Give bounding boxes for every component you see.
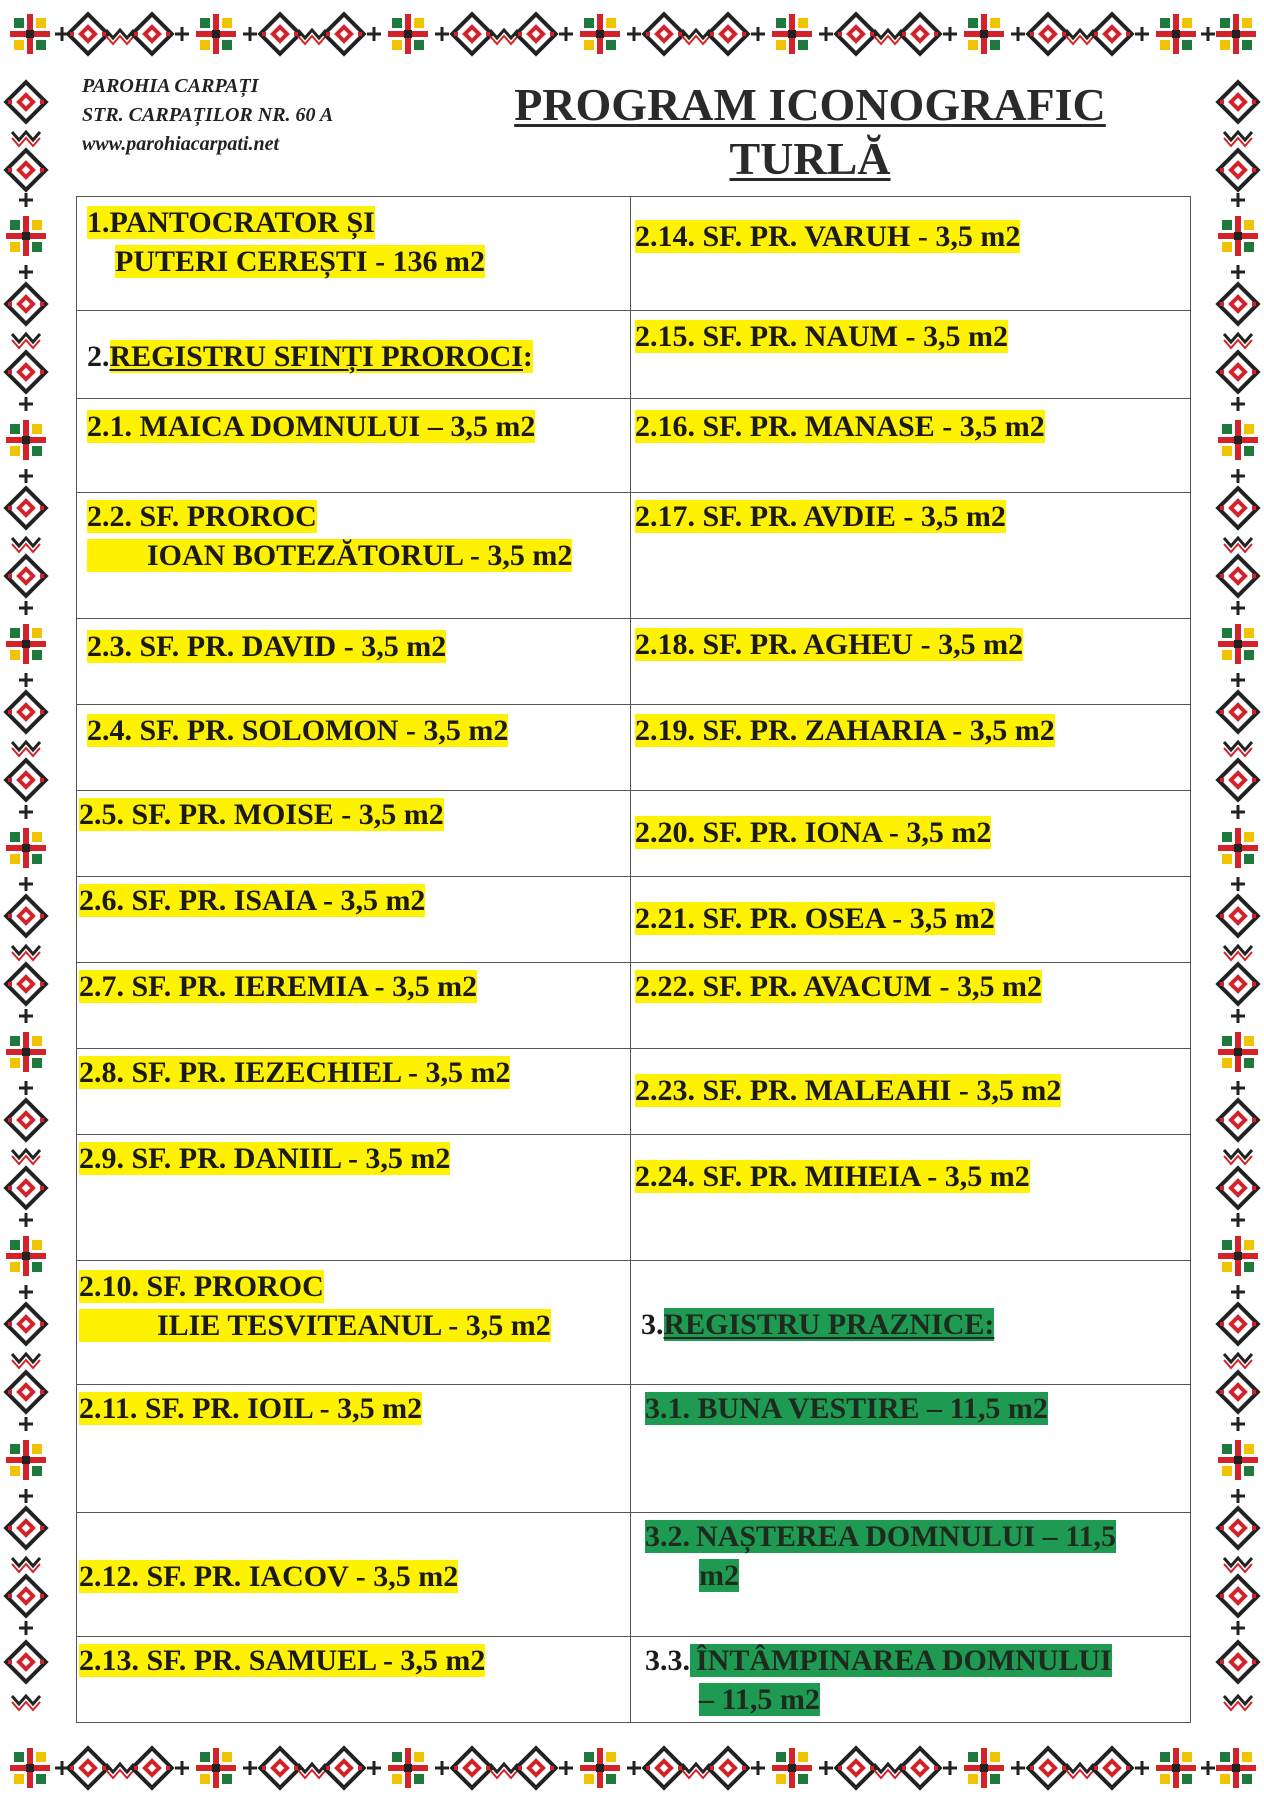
title-line-1: PROGRAM ICONOGRAFIC: [514, 79, 1106, 130]
item-1-line-2: PUTERI CEREȘTI - 136 m2: [115, 245, 486, 278]
table-row: [77, 1049, 1191, 1135]
table-cell: [631, 1135, 1191, 1261]
table-row: [77, 877, 1191, 963]
parish-name: PAROHIA CARPAȚI: [82, 75, 259, 97]
item-2-12: 2.12. SF. PR. IACOV - 3,5 m2: [79, 1560, 459, 1593]
table-row: [77, 1385, 1191, 1513]
table-cell: [631, 1049, 1191, 1135]
table-row: [77, 493, 1191, 619]
table-row: [77, 1135, 1191, 1261]
item-3-2-line-1: NAȘTEREA DOMNULUI – 11,5: [690, 1520, 1116, 1553]
table-cell: [77, 791, 631, 877]
item-2-10-line-2: ILIE TESVITEANUL - 3,5 m2: [79, 1309, 551, 1342]
item-2-1: 2.1. MAICA DOMNULUI – 3,5 m2: [87, 410, 536, 443]
item-2-18: 2.18. SF. PR. AGHEU - 3,5 m2: [635, 628, 1024, 661]
section-2-colon: :: [522, 340, 533, 373]
parish-address: STR. CARPAȚILOR NR. 60 A: [82, 104, 334, 126]
item-3-2-number: 3.2.: [645, 1520, 690, 1553]
section-2-heading: REGISTRU SFINȚI PROROCI: [109, 340, 523, 373]
table-cell: [77, 1135, 631, 1261]
item-2-7: 2.7. SF. PR. IEREMIA - 3,5 m2: [79, 970, 478, 1003]
table-cell: [631, 1513, 1191, 1637]
parish-website: www.parohiacarpati.net: [82, 133, 280, 155]
item-2-21: 2.21. SF. PR. OSEA - 3,5 m2: [635, 902, 995, 935]
item-2-14: 2.14. SF. PR. VARUH - 3,5 m2: [635, 220, 1021, 253]
item-2-13: 2.13. SF. PR. SAMUEL - 3,5 m2: [79, 1644, 486, 1677]
item-3-3-number: 3.3.: [645, 1644, 690, 1677]
item-3-2-line-2: m2: [699, 1559, 739, 1592]
table-cell: [631, 1261, 1191, 1385]
table-cell: [631, 705, 1191, 791]
table-cell: [77, 311, 631, 399]
table-cell: [77, 619, 631, 705]
table-cell: [77, 963, 631, 1049]
item-2-5: 2.5. SF. PR. MOISE - 3,5 m2: [79, 798, 444, 831]
table-row: [77, 963, 1191, 1049]
section-3-number: 3.: [641, 1308, 664, 1341]
section-3-heading: REGISTRU PRAZNICE:: [663, 1308, 995, 1341]
item-2-4: 2.4. SF. PR. SOLOMON - 3,5 m2: [87, 714, 509, 747]
table-row: [77, 705, 1191, 791]
item-2-24: 2.24. SF. PR. MIHEIA - 3,5 m2: [635, 1160, 1030, 1193]
table-cell: [631, 963, 1191, 1049]
item-2-11: 2.11. SF. PR. IOIL - 3,5 m2: [79, 1392, 423, 1425]
item-2-9: 2.9. SF. PR. DANIIL - 3,5 m2: [79, 1142, 451, 1175]
table-cell: [631, 791, 1191, 877]
table-cell: [77, 877, 631, 963]
item-2-15: 2.15. SF. PR. NAUM - 3,5 m2: [635, 320, 1009, 353]
table-cell: [631, 1385, 1191, 1513]
item-2-2-line-1: 2.2. SF. PROROC: [87, 500, 317, 533]
item-3-1: 3.1. BUNA VESTIRE – 11,5 m2: [645, 1392, 1048, 1425]
item-2-17: 2.17. SF. PR. AVDIE - 3,5 m2: [635, 500, 1006, 533]
table-row: [77, 619, 1191, 705]
item-2-23: 2.23. SF. PR. MALEAHI - 3,5 m2: [635, 1074, 1062, 1107]
item-2-20: 2.20. SF. PR. IONA - 3,5 m2: [635, 816, 992, 849]
item-2-2-line-2: IOAN BOTEZĂTORUL - 3,5 m2: [87, 539, 572, 572]
table-cell: [631, 493, 1191, 619]
item-2-22: 2.22. SF. PR. AVACUM - 3,5 m2: [635, 970, 1042, 1003]
table-cell: [631, 197, 1191, 311]
table-cell: [77, 1261, 631, 1385]
item-2-3: 2.3. SF. PR. DAVID - 3,5 m2: [87, 630, 447, 663]
table-cell: [77, 399, 631, 493]
item-2-19: 2.19. SF. PR. ZAHARIA - 3,5 m2: [635, 714, 1055, 747]
table-row: [77, 197, 1191, 311]
item-1-line-1: 1.PANTOCRATOR ȘI: [87, 206, 375, 239]
parish-header: [82, 72, 333, 159]
page-title: [500, 78, 1120, 186]
title-line-2: TURLĂ: [729, 133, 891, 184]
table-cell: [77, 1385, 631, 1513]
table-row: [77, 399, 1191, 493]
item-2-6: 2.6. SF. PR. ISAIA - 3,5 m2: [79, 884, 426, 917]
table-cell: [77, 493, 631, 619]
table-cell: [77, 705, 631, 791]
table-cell: [77, 1513, 631, 1637]
table-row: [77, 311, 1191, 399]
table-cell: [631, 399, 1191, 493]
item-2-8: 2.8. SF. PR. IEZECHIEL - 3,5 m2: [79, 1056, 511, 1089]
table-cell: [631, 619, 1191, 705]
table-cell: [631, 1637, 1191, 1723]
section-2-number: 2.: [87, 340, 110, 373]
item-2-10-line-1: 2.10. SF. PROROC: [79, 1270, 324, 1303]
table-row: [77, 791, 1191, 877]
table-row: [77, 1637, 1191, 1723]
item-3-3-line-2: – 11,5 m2: [699, 1683, 820, 1716]
table-cell: [77, 197, 631, 311]
table-cell: [77, 1049, 631, 1135]
iconographic-program-table: [76, 196, 1191, 1723]
table-row: [77, 1513, 1191, 1637]
table-cell: [77, 1637, 631, 1723]
item-2-16: 2.16. SF. PR. MANASE - 3,5 m2: [635, 410, 1045, 443]
item-3-3-line-1: ÎNTÂMPINAREA DOMNULUI: [690, 1644, 1112, 1677]
table-cell: [631, 877, 1191, 963]
table-cell: [631, 311, 1191, 399]
table-row: [77, 1261, 1191, 1385]
